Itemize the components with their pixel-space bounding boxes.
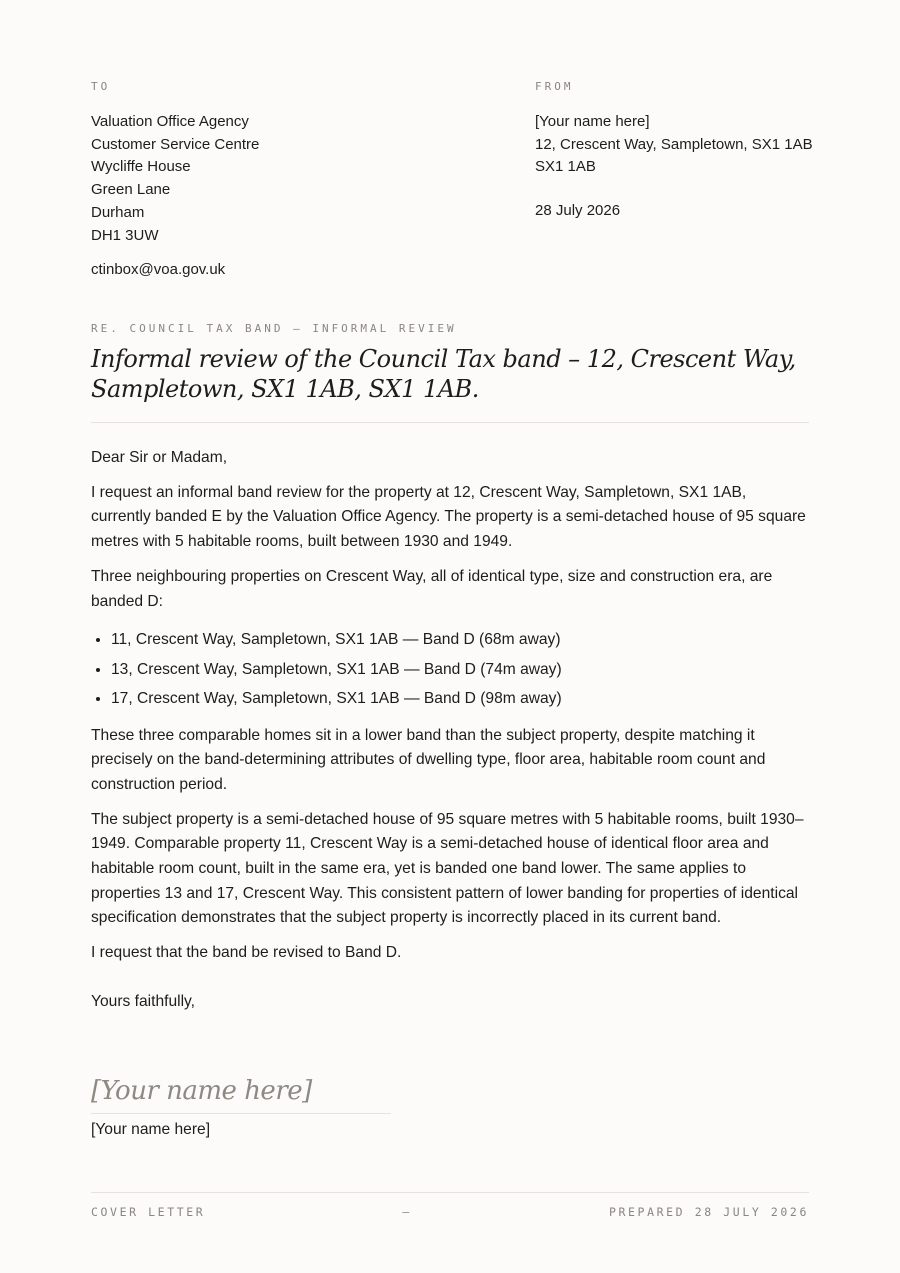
- comparables-list: [91, 628, 809, 711]
- paragraph: I request that the band be revised to Band D.: [91, 944, 402, 962]
- footer-left: COVER LETTER: [91, 1205, 206, 1219]
- signature-script: [Your name here]: [91, 1076, 312, 1106]
- footer-right: PREPARED 28 JULY 2026: [608, 1205, 809, 1219]
- list-item: • 17, Crescent Way, Sampletown, SX1 1AB — Band D (98m away): [111, 687, 809, 712]
- paragraph: Three neighbouring properties on Crescent Way, all of identical type, size and construction era, are banded D:: [91, 567, 773, 610]
- list-item: • 11, Crescent Way, Sampletown, SX1 1AB — Band D (68m away): [111, 628, 809, 653]
- from-line: 12, Crescent Way, Sampletown, SX1 1AB: [535, 135, 813, 153]
- to-line: Customer Service Centre: [91, 135, 260, 153]
- to-line: Wycliffe House: [91, 158, 191, 176]
- sender-address: [535, 80, 825, 223]
- paragraph: I request an informal band review for the property at 12, Crescent Way, Sampletown, SX1 1AB, currently banded E by the Valuation Office Agency. The property is a semi-detached house of 95 square metres with 5 habitable rooms, built between 1930 and 1949.: [91, 483, 806, 551]
- to-line: DH1 3UW: [91, 226, 159, 244]
- from-line: SX1 1AB: [535, 158, 596, 176]
- paragraph: The subject property is a semi-detached house of 95 square metres with 5 habitable rooms, built 1930–1949. Comparable property 11, Crescent Way is a semi-detached house of identical floor area and habitable room count, built in the same era, yet is banded one band lower. The same applies to properties 13 and 17, Crescent Way. This consistent pattern of lower banding for properties of identical specification demonstrates that the subject property is incorrectly placed in its current band.: [91, 810, 804, 927]
- paragraph: These three comparable homes sit in a lower band than the subject property, despite matching it precisely on the band-determining attributes of dwelling type, floor area, habitable room count and construction period.: [91, 726, 766, 793]
- footer-center: —: [402, 1205, 412, 1219]
- subject-heading: Informal review of the Council Tax band – 12, Crescent Way, Sampletown, SX1 1AB, SX1 1AB.: [91, 345, 796, 403]
- from-label: FROM: [535, 80, 574, 93]
- footer-divider: [91, 1192, 809, 1193]
- recipient-address: [91, 80, 491, 282]
- reference-label: RE. COUNCIL TAX BAND — INFORMAL REVIEW: [91, 322, 457, 335]
- salutation: Dear Sir or Madam,: [91, 449, 228, 466]
- signatory-name: [Your name here]: [91, 1121, 211, 1138]
- list-item: • 13, Crescent Way, Sampletown, SX1 1AB — Band D (74m away): [111, 658, 809, 683]
- divider: [91, 422, 809, 423]
- letter-page: [91, 0, 813, 1273]
- closing: Yours faithfully,: [91, 992, 196, 1010]
- to-label: TO: [91, 80, 111, 93]
- to-line: Green Lane: [91, 181, 171, 199]
- recipient-email: ctinbox@voa.gov.uk: [91, 261, 226, 279]
- letter-body: [91, 446, 809, 1025]
- from-line: [Your name here]: [535, 113, 650, 130]
- footer: [91, 1205, 809, 1219]
- letter-date: 28 July 2026: [535, 202, 621, 220]
- signature-line: [91, 1113, 391, 1114]
- to-line: Durham: [91, 203, 145, 221]
- to-line: Valuation Office Agency: [91, 113, 249, 130]
